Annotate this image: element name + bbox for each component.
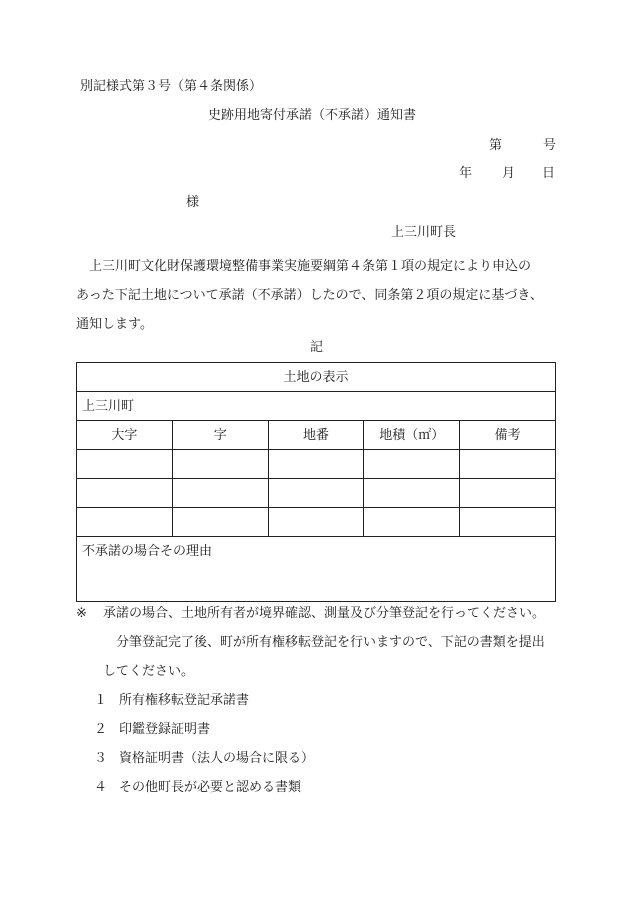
table-row <box>77 450 556 479</box>
document-number-line <box>489 139 556 152</box>
land-table <box>76 362 556 602</box>
body-line-1: 上三川町文化財保護環境整備事業実施要綱第４条第１項の規定により申込の <box>89 259 532 274</box>
ki-heading: 記 <box>310 340 324 355</box>
table-cell <box>460 450 556 479</box>
note-mark: ※ <box>76 606 87 621</box>
body-line-3: 通知します。 <box>76 317 153 332</box>
list-item-text: 印鑑登録証明書 <box>119 722 211 737</box>
column-biko: 備考 <box>460 421 556 450</box>
body-text <box>76 252 560 339</box>
table-town-row <box>77 392 556 421</box>
list-item-number: １ <box>94 693 108 708</box>
addressee-suffix: 様 <box>186 195 200 210</box>
column-chiban: 地番 <box>268 421 364 450</box>
date-year: 年 <box>459 166 473 181</box>
table-cell <box>364 450 460 479</box>
table-cell <box>268 508 364 537</box>
note-line-1 <box>76 599 566 628</box>
table-town: 上三川町 <box>77 392 556 421</box>
column-oaza: 大字 <box>77 421 173 450</box>
table-cell <box>77 508 173 537</box>
number-dai: 第 <box>489 138 503 153</box>
reason-cell: 不承諾の場合その理由 <box>77 537 556 602</box>
list-item-number: ４ <box>94 780 108 795</box>
list-item-text: その他町長が必要と認める書類 <box>119 780 302 795</box>
list-item <box>94 744 314 773</box>
note-line-3: してください。 <box>103 664 195 679</box>
table-cell <box>364 479 460 508</box>
required-documents-list <box>94 686 314 802</box>
table-cell <box>172 508 268 537</box>
date-month: 月 <box>502 166 516 181</box>
table-cell <box>268 479 364 508</box>
list-item <box>94 715 314 744</box>
table-columns-row <box>77 421 556 450</box>
table-cell <box>77 450 173 479</box>
table-cell <box>172 450 268 479</box>
note-text-1: 承諾の場合、土地所有者が境界確認、測量及び分筆登記を行ってください。 <box>103 606 546 621</box>
table-header-row <box>77 363 556 392</box>
date-day: 日 <box>542 166 556 181</box>
body-line-2: あった下記土地について承諾（不承諾）したので、同条第２項の規定に基づき、 <box>76 288 543 303</box>
column-chiseki: 地積（㎡） <box>364 421 460 450</box>
list-item-number: ３ <box>94 751 108 766</box>
list-item-number: ２ <box>94 722 108 737</box>
form-number: 別記様式第３号（第４条関係） <box>80 79 263 94</box>
table-header: 土地の表示 <box>77 363 556 392</box>
note-line-2: 分筆登記完了後、町が所有権移転登記を行いますので、下記の書類を提出 <box>116 635 545 650</box>
table-reason-row <box>77 537 556 602</box>
table-row <box>77 508 556 537</box>
list-item-text: 資格証明書（法人の場合に限る） <box>119 751 315 766</box>
table-cell <box>364 508 460 537</box>
document-title: 史跡用地寄付承諾（不承諾）通知書 <box>208 108 417 123</box>
table-cell <box>268 450 364 479</box>
list-item <box>94 773 314 802</box>
notes <box>76 599 566 686</box>
table-cell <box>460 508 556 537</box>
table-row <box>77 479 556 508</box>
number-gou: 号 <box>543 138 557 153</box>
list-item-text: 所有権移転登記承諾書 <box>119 693 250 708</box>
table-cell <box>460 479 556 508</box>
list-item <box>94 686 314 715</box>
table-cell <box>172 479 268 508</box>
column-aza: 字 <box>172 421 268 450</box>
table-cell <box>77 479 173 508</box>
issuer: 上三川町長 <box>391 225 457 240</box>
date-line <box>459 167 555 180</box>
